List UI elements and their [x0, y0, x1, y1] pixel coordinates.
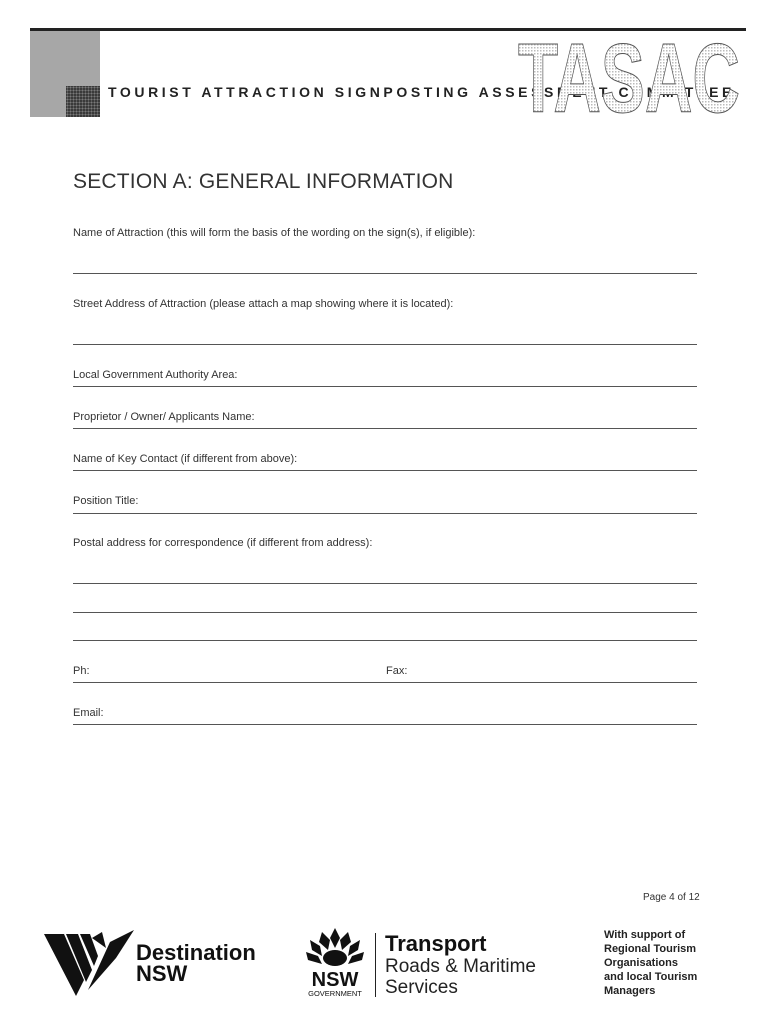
street-address-label: Street Address of Attraction (please attach a map showing where it is located): [73, 298, 454, 310]
destination-nsw-waratah-icon [44, 930, 139, 996]
lga-label: Local Government Authority Area: [73, 369, 238, 381]
position-title-label: Position Title: [73, 495, 139, 507]
phone-label: Ph: [73, 665, 90, 677]
postal-address-field-line-3[interactable] [73, 640, 697, 641]
support-line-4: and local Tourism [604, 971, 698, 983]
attraction-name-field[interactable] [73, 273, 697, 274]
rms-line-2: Services [385, 977, 458, 998]
support-line-5: Managers [604, 985, 656, 997]
support-note [604, 928, 697, 998]
tasac-logo-text: TASAC [518, 32, 740, 114]
page-number: Page 4 of 12 [643, 892, 700, 903]
postal-address-label: Postal address for correspondence (if different from address): [73, 537, 373, 549]
destination-text: Destination [136, 940, 256, 965]
nsw-government-text: GOVERNMENT [308, 989, 362, 998]
email-label: Email: [73, 707, 104, 719]
support-line-3: Organisations [604, 957, 678, 969]
committee-name: TOURIST ATTRACTION SIGNPOSTING ASSESSMENT COMMITTEE [108, 84, 735, 100]
street-address-field[interactable] [73, 344, 697, 345]
rms-subtitle [385, 956, 536, 998]
postal-address-field-line-2[interactable] [73, 612, 697, 613]
nsw-text: NSW [136, 961, 188, 986]
attraction-name-label: Name of Attraction (this will form the basis of the wording on the sign(s), if eligible): [73, 227, 476, 239]
proprietor-field[interactable] [73, 428, 697, 429]
key-contact-field[interactable] [73, 470, 697, 471]
transport-title: Transport [385, 931, 487, 956]
fax-label: Fax: [386, 665, 408, 677]
header-dotted-block [66, 86, 100, 117]
lga-field[interactable] [73, 386, 697, 387]
support-line-2: Regional Tourism [604, 943, 697, 955]
email-field[interactable] [73, 724, 697, 725]
proprietor-label: Proprietor / Owner/ Applicants Name: [73, 411, 255, 423]
destination-nsw-wordmark [136, 942, 256, 984]
support-line-1: With support of [604, 929, 686, 941]
nsw-government-waratah-logo [300, 926, 370, 998]
section-title: SECTION A: GENERAL INFORMATION [73, 170, 454, 193]
phone-fax-field[interactable] [73, 682, 697, 683]
rms-divider [375, 933, 376, 997]
postal-address-field-line-1[interactable] [73, 583, 697, 584]
nsw-wordmark: NSW [311, 969, 359, 991]
tasac-logo [516, 32, 742, 114]
position-title-field[interactable] [73, 513, 697, 514]
rms-line-1: Roads & Maritime [385, 956, 536, 977]
header-rule [30, 28, 746, 31]
key-contact-label: Name of Key Contact (if different from above): [73, 453, 298, 465]
